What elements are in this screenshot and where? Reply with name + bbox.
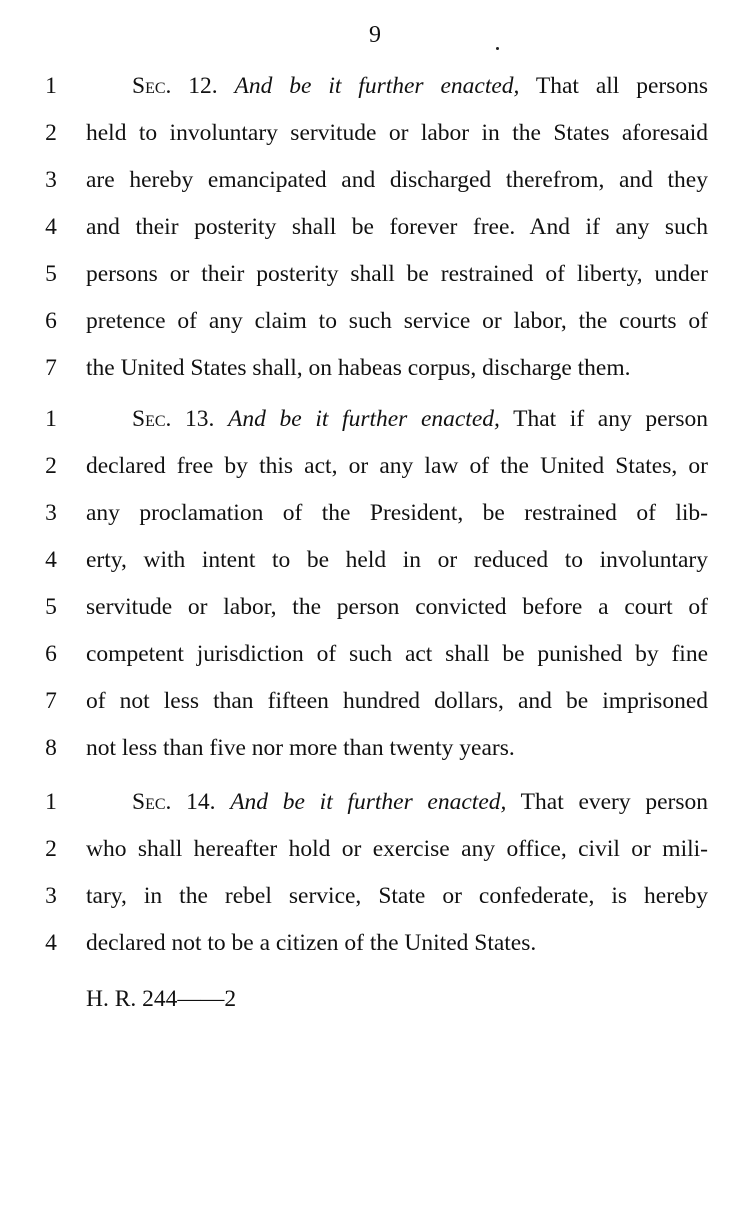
section-label: Sec. 13. bbox=[132, 406, 215, 432]
enacting-clause: And be it further enacted, bbox=[230, 789, 507, 815]
line-text: not less than five nor more than twenty years. bbox=[86, 735, 515, 761]
enacting-clause: And be it further enacted, bbox=[228, 406, 500, 432]
section-12 bbox=[0, 63, 750, 392]
line-number: 6 bbox=[45, 308, 57, 334]
line-number: 7 bbox=[45, 688, 57, 714]
text-line bbox=[0, 110, 750, 157]
text-line bbox=[0, 298, 750, 345]
line-text: That every person bbox=[520, 789, 709, 815]
section-label: Sec. 12. bbox=[132, 73, 218, 99]
text-line bbox=[0, 725, 750, 772]
text-line bbox=[0, 873, 750, 920]
line-text: erty, with intent to be held in or reduced to involuntary bbox=[86, 547, 708, 573]
text-line bbox=[0, 63, 750, 110]
text-line bbox=[0, 345, 750, 392]
line-number: 4 bbox=[45, 930, 57, 956]
text-line bbox=[0, 631, 750, 678]
print-speck bbox=[496, 47, 499, 50]
line-number: 3 bbox=[45, 167, 57, 193]
section-opening-line bbox=[132, 779, 708, 826]
section-opening-line bbox=[132, 63, 708, 110]
line-text: That all persons bbox=[535, 73, 708, 99]
line-text: persons or their posterity shall be restrained of liberty, under bbox=[86, 261, 708, 287]
line-number: 5 bbox=[45, 594, 57, 620]
text-line bbox=[0, 157, 750, 204]
line-number: 1 bbox=[45, 789, 57, 815]
text-line bbox=[0, 204, 750, 251]
text-line bbox=[0, 537, 750, 584]
line-number: 6 bbox=[45, 641, 57, 667]
line-number: 4 bbox=[45, 214, 57, 240]
bill-signature-footer: H. R. 244——2 bbox=[86, 986, 237, 1012]
text-line bbox=[0, 584, 750, 631]
line-text: the United States shall, on habeas corpus, discharge them. bbox=[86, 355, 631, 381]
line-number: 7 bbox=[45, 355, 57, 381]
line-text: are hereby emancipated and discharged therefrom, and they bbox=[86, 167, 708, 193]
line-text: who shall hereafter hold or exercise any office, civil or mili- bbox=[86, 836, 708, 862]
line-number: 3 bbox=[45, 883, 57, 909]
text-line bbox=[0, 678, 750, 725]
line-number: 2 bbox=[45, 120, 57, 146]
line-text: declared not to be a citizen of the United States. bbox=[86, 930, 537, 956]
section-opening-line bbox=[132, 396, 708, 443]
section-13 bbox=[0, 396, 750, 772]
text-line bbox=[0, 396, 750, 443]
text-line bbox=[0, 490, 750, 537]
line-text: tary, in the rebel service, State or confederate, is hereby bbox=[86, 883, 708, 909]
line-text: competent jurisdiction of such act shall be punished by fine bbox=[86, 641, 708, 667]
line-text: pretence of any claim to such service or labor, the courts of bbox=[86, 308, 708, 334]
line-text: of not less than fifteen hundred dollars, and be imprisoned bbox=[86, 688, 708, 714]
line-number: 1 bbox=[45, 406, 57, 432]
line-number: 3 bbox=[45, 500, 57, 526]
line-number: 5 bbox=[45, 261, 57, 287]
page-number: 9 bbox=[369, 22, 381, 48]
line-text: any proclamation of the President, be restrained of lib- bbox=[86, 500, 708, 526]
line-text: declared free by this act, or any law of the United States, or bbox=[86, 453, 708, 479]
section-label: Sec. 14. bbox=[132, 789, 216, 815]
text-line bbox=[0, 251, 750, 298]
line-number: 4 bbox=[45, 547, 57, 573]
text-line bbox=[0, 920, 750, 967]
text-line bbox=[0, 779, 750, 826]
line-text: That if any person bbox=[513, 406, 709, 432]
text-line bbox=[0, 826, 750, 873]
line-text: held to involuntary servitude or labor in the States aforesaid bbox=[86, 120, 708, 146]
enacting-clause: And be it further enacted, bbox=[234, 73, 520, 99]
text-line bbox=[0, 443, 750, 490]
line-number: 8 bbox=[45, 735, 57, 761]
line-number: 2 bbox=[45, 453, 57, 479]
line-number: 1 bbox=[45, 73, 57, 99]
section-14 bbox=[0, 779, 750, 967]
line-number: 2 bbox=[45, 836, 57, 862]
line-text: servitude or labor, the person convicted before a court of bbox=[86, 594, 708, 620]
line-text: and their posterity shall be forever free. And if any such bbox=[86, 214, 708, 240]
